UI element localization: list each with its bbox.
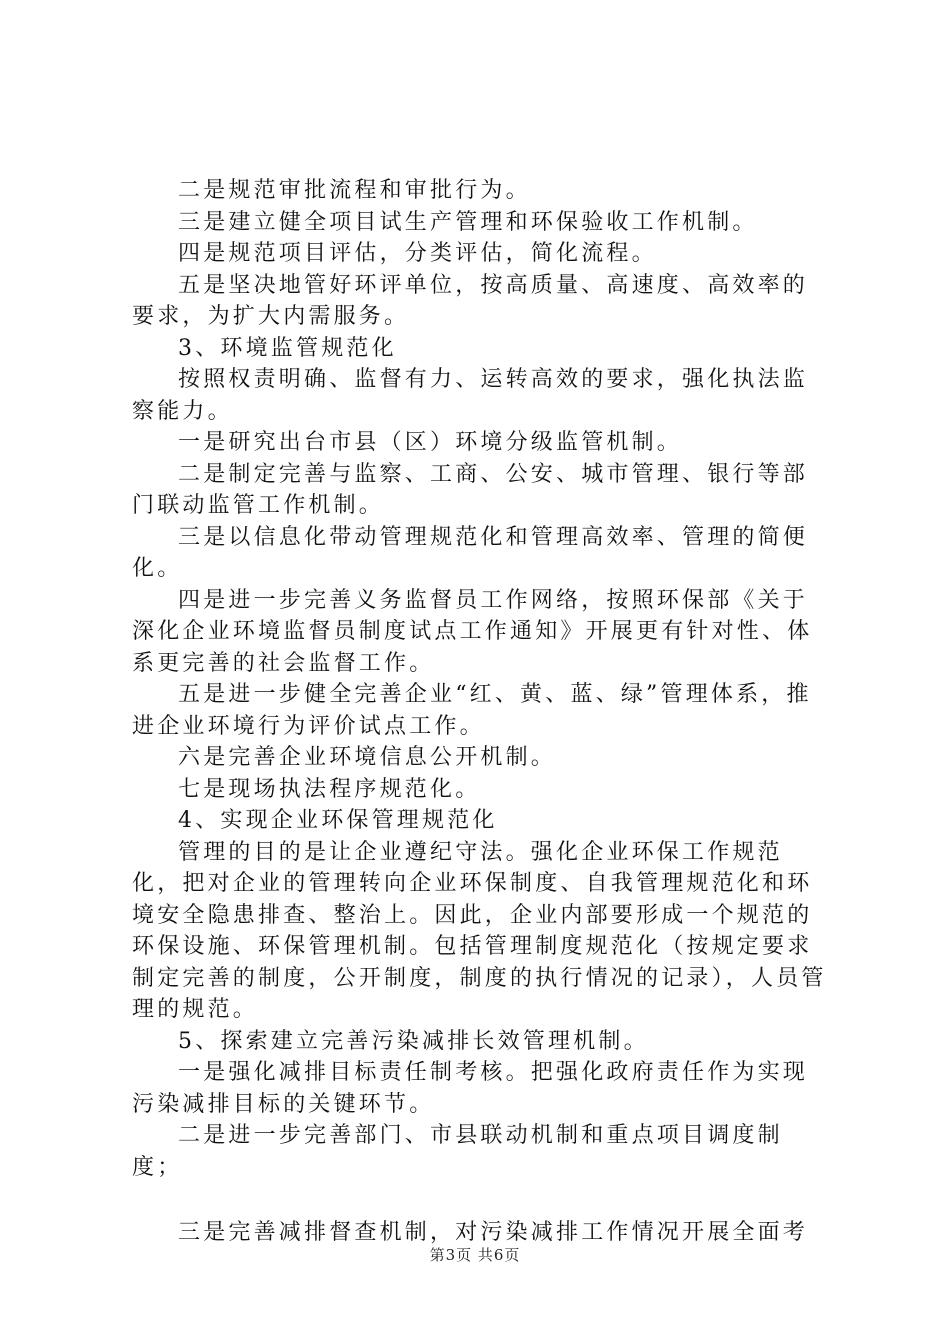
page-number-footer: 第3页 共6页 xyxy=(429,1246,521,1264)
paragraph: 二是制定完善与监察、工商、公安、城市管理、银行等部门联动监管工作机制。 xyxy=(132,461,809,518)
paragraph: 三是建立健全项目试生产管理和环保验收工作机制。 xyxy=(178,209,758,235)
paragraph: 六是完善企业环境信息公开机制。 xyxy=(178,745,557,770)
paragraph: 一是研究出台市县（区）环境分级监管机制。 xyxy=(178,430,683,455)
paragraph: 按照权责明确、监督有力、运转高效的要求，强化执法监察能力。 xyxy=(132,367,809,424)
paragraph: 管理的目的是让企业遵纪守法。强化企业环保工作规范化，把对企业的管理转向企业环保制度、自我管理规范化和环境安全隐患排查、整治上。因此，企业内部要形成一个规范的环保设施、环保管理机制。包括管理制度规范化（按规定要求制定完善的制度，公开制度，制度的执行情况的记录），人员管理的规范。 xyxy=(132,839,827,1022)
paragraph: 三是完善减排督查机制，对污染减排工作情况开展全面考 xyxy=(178,1220,809,1245)
paragraph: 四是进一步完善义务监督员工作网络，按照环保部《关于深化企业环境监督员制度试点工作通知》开展更有针对性、体系更完善的社会监督工作。 xyxy=(132,587,813,676)
paragraph: 一是强化减排目标责任制考核。把强化政府责任作为实现污染减排目标的关键环节。 xyxy=(132,1060,809,1117)
paragraph: 二是进一步完善部门、市县联动机制和重点项目调度制度； xyxy=(132,1123,783,1180)
section-heading: 4、实现企业环保管理规范化 xyxy=(178,808,498,833)
section-heading: 3、环境监管规范化 xyxy=(178,335,397,361)
section-heading: 5、探索建立完善污染减排长效管理机制。 xyxy=(178,1028,649,1054)
paragraph: 五是坚决地管好环评单位，按高质量、高速度、高效率的要求，为扩大内需服务。 xyxy=(132,272,809,329)
paragraph: 三是以信息化带动管理规范化和管理高效率、管理的简便化。 xyxy=(132,524,809,581)
paragraph: 四是规范项目评估，分类评估，简化流程。 xyxy=(178,241,657,266)
paragraph: 二是规范审批流程和审批行为。 xyxy=(178,178,531,203)
paragraph: 七是现场执法程序规范化。 xyxy=(178,776,481,802)
document-body xyxy=(132,175,832,1249)
paragraph: 五是进一步健全完善企业“红、黄、蓝、绿”管理体系，推进企业环境行为评价试点工作。 xyxy=(132,682,812,739)
